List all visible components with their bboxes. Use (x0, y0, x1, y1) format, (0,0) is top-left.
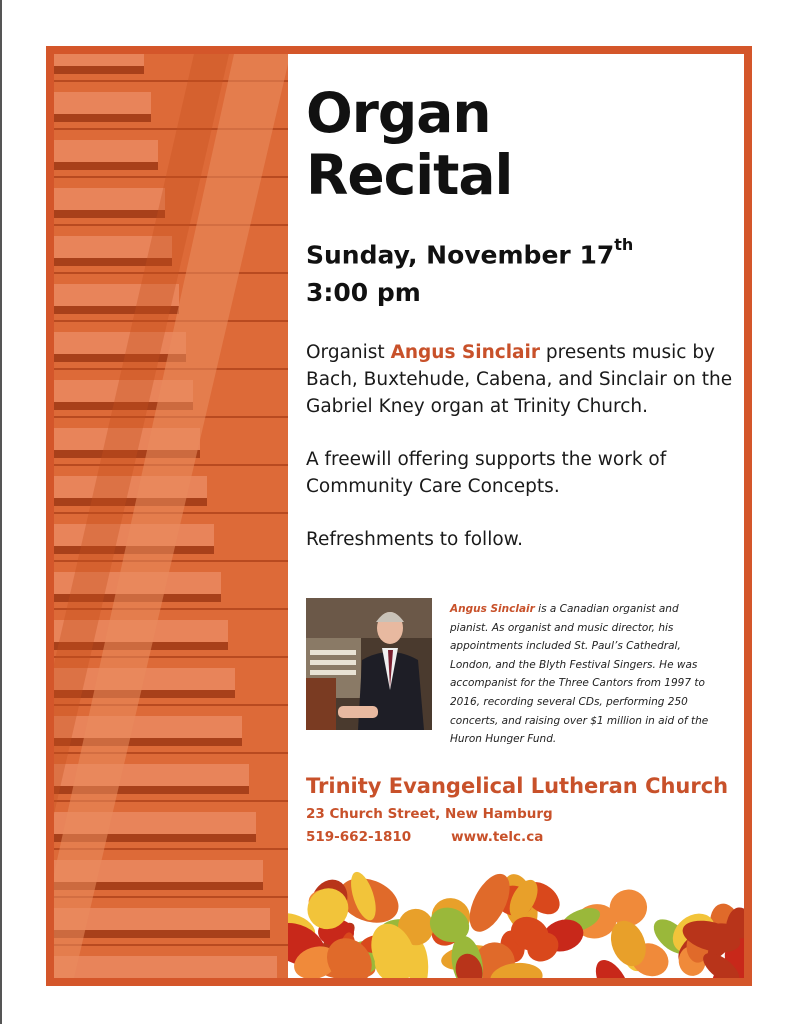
church-phone: 519-662-1810 (306, 829, 412, 845)
church-website[interactable]: www.telc.ca (451, 829, 544, 845)
bio-name: Angus Sinclair (450, 603, 535, 615)
organ-keys-image (54, 54, 288, 978)
church-address: 23 Church Street, New Hamburg (306, 806, 553, 822)
event-date-text: Sunday, November 17 (306, 240, 615, 270)
refreshments-paragraph: Refreshments to follow. (306, 529, 523, 550)
title-line-1: Organ (306, 81, 491, 145)
date-suffix: th (614, 235, 634, 254)
church-contact (306, 829, 543, 845)
performer-photo (306, 598, 432, 730)
page-title (306, 82, 512, 206)
intro-paragraph (306, 339, 746, 420)
bio-text: is a Canadian organist and pianist. As organist and music director, his appointments included St. Paul’s Cathedral, London, and the Blyth Festival Singers. He was accompanist for the Three Cantors from 1997 to 2016, recording several CDs, performing 250 concerts, and raising over $1 million in aid of the Huron Hunger Fund. (450, 603, 709, 746)
intro-prefix: Organist (306, 342, 391, 363)
event-time: 3:00 pm (306, 278, 421, 308)
church-name: Trinity Evangelical Lutheran Church (306, 774, 729, 798)
event-date (306, 230, 633, 274)
event-datetime (306, 230, 633, 312)
intro-rest: presents music by Bach, Buxtehude, Cabena, and Sinclair on the Gabriel Kney organ at Trinity Church. (306, 342, 733, 417)
offering-paragraph: A freewill offering supports the work of Community Care Concepts. (306, 449, 667, 497)
autumn-leaves-decoration (288, 866, 746, 978)
page-edge (0, 0, 2, 1024)
poster-frame (46, 46, 752, 986)
performer-bio (450, 600, 720, 749)
title-line-2: Recital (306, 143, 513, 207)
poster-content (306, 54, 746, 978)
performer-name: Angus Sinclair (390, 342, 541, 363)
